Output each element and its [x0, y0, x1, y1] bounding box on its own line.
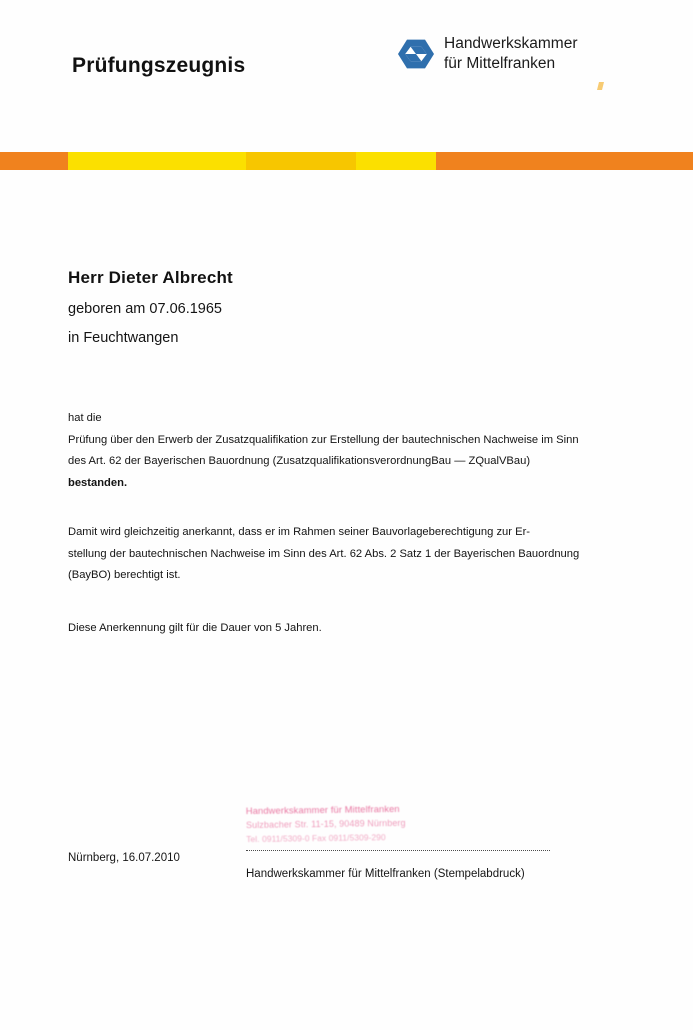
- hwk-hexagon-logo-icon: [398, 36, 434, 72]
- stamp-line3: Tel. 0911/5309-0 Fax 0911/5309-290: [246, 831, 386, 844]
- issuer-logo: [398, 34, 578, 74]
- page-title: Prüfungszeugnis: [72, 54, 246, 77]
- paragraph-recognition-line2: stellung der bautechnischen Nachweise im Sinn des Art. 62 Abs. 2 Satz 1 der Bayerischen Bauordnung: [68, 547, 580, 560]
- recipient-name: Herr Dieter Albrecht: [68, 268, 233, 287]
- decorative-mark: [597, 82, 604, 90]
- paragraph-recognition: [68, 522, 625, 587]
- recipient-place: in Feuchtwangen: [68, 330, 179, 346]
- paragraph-validity: [68, 618, 625, 640]
- issuer-name-line2: für Mittelfranken: [444, 54, 556, 72]
- paragraph-exam-result: bestanden.: [68, 476, 128, 489]
- paragraph-validity-line1: Diese Anerkennung gilt für die Dauer von 5 Jahren.: [68, 622, 322, 634]
- stamp-line1: Handwerkskammer für Mittelfranken: [245, 802, 400, 817]
- paragraph-exam-lead: hat die: [68, 412, 102, 424]
- colorbar-segment-3: [246, 152, 356, 170]
- paragraph-exam-line2: des Art. 62 der Bayerischen Bauordnung (ZusatzqualifikationsverordnungBau — ZQualVBau): [68, 455, 531, 467]
- decorative-colorbar: [0, 152, 693, 170]
- colorbar-segment-5: [436, 152, 693, 170]
- colorbar-segment-1: [0, 152, 68, 170]
- stamp-line2: Sulzbacher Str. 11-15, 90489 Nürnberg: [245, 817, 406, 830]
- paragraph-recognition-line1: Damit wird gleichzeitig anerkannt, dass er im Rahmen seiner Bauvorlageberechtigung zur Er-: [68, 526, 531, 538]
- document-header: [0, 0, 693, 150]
- signature-date: Nürnberg, 16.07.2010: [68, 852, 180, 864]
- recipient-birth: geboren am 07.06.1965: [68, 301, 222, 317]
- colorbar-segment-2: [68, 152, 246, 170]
- signature-caption: Handwerkskammer für Mittelfranken (Stempelabdruck): [246, 868, 525, 880]
- official-stamp: [246, 800, 547, 846]
- recipient-block: [68, 268, 608, 346]
- signature-area: [0, 790, 693, 920]
- paragraph-recognition-line3: (BayBO) berechtigt ist.: [68, 569, 181, 581]
- issuer-name: [444, 34, 578, 74]
- signature-rule: [246, 850, 550, 851]
- paragraph-exam: [68, 408, 625, 494]
- paragraph-exam-line1: Prüfung über den Erwerb der Zusatzqualifikation zur Erstellung der bautechnischen Nachweise im Sinn: [68, 433, 579, 446]
- colorbar-segment-4: [356, 152, 436, 170]
- issuer-name-line1: Handwerkskammer: [444, 35, 578, 52]
